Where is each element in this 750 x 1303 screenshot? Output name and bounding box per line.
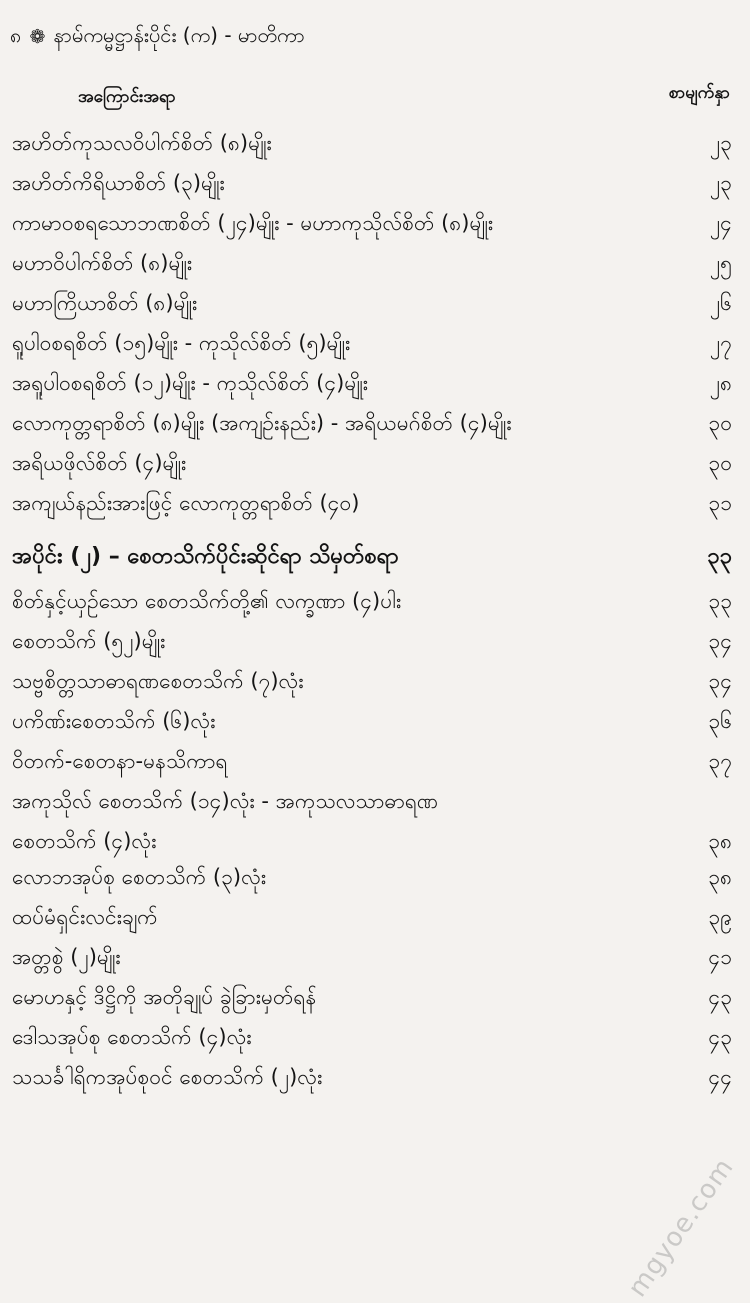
toc-entry [0,244,750,284]
entry-page-number: ၃၄ [708,629,732,653]
entry-page-number: ၂၆ [709,291,732,315]
entry-title: လောကုတ္တရာစိတ် (၈)မျိုး (အကျဉ်းနည်း) - အရိယမဂ်စိတ် (၄)မျိုး [12,411,512,435]
toc-entry [0,582,750,622]
entry-page-number: ၄၁ [708,945,732,969]
topic-column-header: အကြောင်းအရာ [78,87,176,107]
toc-entry [0,444,750,484]
entry-title: စေတသိက် (၄)လုံး [12,829,157,853]
entry-page-number: ၃၈ [708,829,732,853]
entry-page-number: ၃၆ [708,709,732,733]
entry-title: သဗ္ဗစိတ္တသာဓာရဏစေတသိက် (၇)လုံး [12,669,304,693]
entry-title: အပိုင်း (၂) – စေတသိက်ပိုင်းဆိုင်ရာ သိမှတ်စရာ [12,544,399,569]
toc-entry [0,164,750,204]
entry-page-number: ၄၃ [708,985,732,1009]
entry-title: သသင်္ခါရိကအုပ်စုဝင် စေတသိက် (၂)လုံး [12,1065,323,1089]
running-title: နာမ်ကမ္မဋ္ဌာန်းပိုင်း (က) - မာတိကာ [53,23,305,47]
entry-title: စိတ်နှင့်ယှဉ်သော စေတသိက်တို့၏ လက္ခဏာ (၄)ပါး [12,589,402,613]
toc-entry [0,204,750,244]
section-heading [0,524,750,582]
toc-entry [0,124,750,164]
entry-page-number: ၃၀ [708,451,732,475]
toc-entry [0,782,750,822]
entry-page-number: ၃၀ [708,411,732,435]
toc-entry [0,898,750,938]
watermark: mgyoe.com [622,1152,740,1303]
running-head [10,22,305,52]
entry-page-number: ၄၃ [708,1025,732,1049]
column-headers [0,83,750,116]
toc-list [0,124,750,1098]
toc-entry [0,742,750,782]
entry-page-number: ၂၃ [709,131,732,155]
toc-entry [0,858,750,898]
entry-page-number: ၂၈ [709,371,732,395]
entry-page-number: ၃၃ [708,589,732,613]
entry-page-number: ၃၉ [708,905,732,929]
entry-page-number: ၂၅ [709,251,732,275]
entry-page-number: ၃၈ [708,865,732,889]
toc-entry [0,364,750,404]
toc-entry [0,284,750,324]
entry-title: ရူပါဝစရစိတ် (၁၅)မျိုး - ကုသိုလ်စိတ် (၅)မျိုး [12,331,351,355]
toc-entry [0,484,750,524]
entry-title: မဟာကြိယာစိတ် (၈)မျိုး [12,291,198,315]
entry-title: ထပ်မံရှင်းလင်းချက် [12,905,158,929]
entry-title: စေတသိက် (၅၂)မျိုး [12,629,166,653]
entry-page-number: ၃၄ [708,669,732,693]
toc-entry [0,1018,750,1058]
entry-page-number: ၄၄ [708,1065,732,1089]
entry-title: ပကိဏ်းစေတသိက် (၆)လုံး [12,709,216,733]
toc-entry [0,324,750,364]
flower-ornament-icon: ❁ [29,26,46,48]
entry-title: အရူပါဝစရစိတ် (၁၂)မျိုး - ကုသိုလ်စိတ် (၄)မျိုး [12,371,368,395]
page-number: ၈ [10,23,22,47]
entry-title: ဒေါသအုပ်စု စေတသိက် (၄)လုံး [12,1025,252,1049]
entry-title: အကုသိုလ် စေတသိက် (၁၄)လုံး - အကုသလသာဓာရဏ [12,789,439,813]
entry-page-number: ၂၄ [709,211,732,235]
toc-entry [0,978,750,1018]
toc-entry [0,1058,750,1098]
entry-title: အကျယ်နည်းအားဖြင့် လောကုတ္တရာစိတ် (၄၀) [12,491,360,515]
entry-title: ကာမာဝစရသောဘဏစိတ် (၂၄)မျိုး - မဟာကုသိုလ်စိတ် (၈)မျိုး [12,211,494,235]
entry-title: မဟာဝိပါက်စိတ် (၈)မျိုး [12,251,193,275]
page-column-header: စာမျက်နှာ [668,83,730,103]
entry-title: လောဘအုပ်စု စေတသိက် (၃)လုံး [12,865,267,889]
entry-title: အရိယဖိုလ်စိတ် (၄)မျိုး [12,451,187,475]
toc-entry [0,938,750,978]
toc-entry [0,822,750,858]
toc-entry [0,702,750,742]
entry-title: အဟိတ်ကိရိယာစိတ် (၃)မျိုး [12,171,225,195]
entry-title: မောဟနှင့် ဒိဋ္ဌိကို အတိုချုပ် ခွဲခြားမှတ်ရန် [12,985,317,1009]
entry-page-number: ၂၇ [709,331,732,355]
entry-title: အတ္တစွဲ (၂)မျိုး [12,945,121,969]
entry-page-number: ၃၃ [707,544,732,569]
entry-page-number: ၃၁ [708,491,732,515]
entry-page-number: ၂၃ [709,171,732,195]
toc-entry [0,622,750,662]
entry-title: အဟိတ်ကုသလဝိပါက်စိတ် (၈)မျိုး [12,131,272,155]
toc-entry [0,404,750,444]
entry-title: ဝိတက်-စေတနာ-မနသိကာရ [12,749,228,773]
toc-entry [0,662,750,702]
entry-page-number: ၃၇ [708,749,732,773]
